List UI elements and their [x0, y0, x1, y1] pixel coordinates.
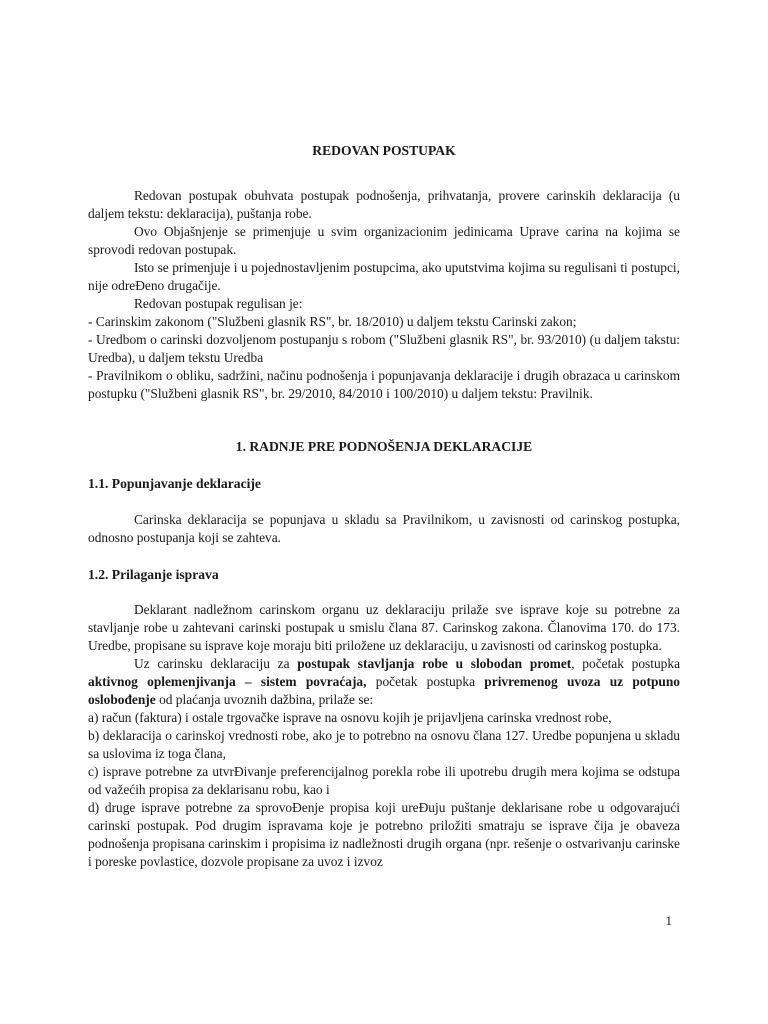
subsection-1-2-paragraph-1: Deklarant nadležnom carinskom organu uz deklaraciju prilaže sve isprave koje su potrebne za stavljanje robe u zahtevani carinski postupak u smislu člana 87. Carinskog zakona. Članovima 170. do 173. Uredbe, propisane su isprave koje moraju biti priložene uz deklaraciju, u zavisnosti od carinskog postupka.	[88, 602, 680, 653]
document-title: REDOVAN POSTUPAK	[312, 143, 456, 158]
intro-section	[88, 187, 680, 403]
subsection-1-2-heading: 1.2. Prilaganje isprava	[88, 567, 219, 582]
list-item-c: c) isprave potrebne za utvrĐivanje preferencijalnog porekla robe ili upotrebu drugih mera kojima se odstupa od važećih propisa za deklarisanu robu, kao i	[88, 764, 680, 797]
subsection-1-2-body	[88, 601, 680, 871]
subsection-1-1-heading: 1.1. Popunjavanje deklaracije	[88, 476, 261, 491]
subsection-1-1-body	[88, 511, 680, 547]
bold-term-free-circulation: postupak stavljanja robe u slobodan promet	[297, 656, 572, 671]
intro-paragraph-3: Isto se primenjuje i u pojednostavljenim postupcima, ako uputstvima kojima su regulisani ti postupci, nije odreĐeno drugačije.	[88, 260, 680, 293]
list-item-b: b) deklaracija o carinskoj vrednosti robe, ako je to potrebno na osnovu člana 127. Uredbe popunjena u skladu sa uslovima iz toga člana,	[88, 728, 680, 761]
regulation-item-3: - Pravilnikom o obliku, sadržini, načinu podnošenja i popunjavanja deklaracije i drugih obrazaca u carinskom postupku ("Službeni glasnik RS", br. 29/2010, 84/2010 i 100/2010) u daljem tekstu: Pravilnik.	[88, 368, 680, 401]
section-1-heading: 1. RADNJE PRE PODNOŠENJA DEKLARACIJE	[235, 439, 533, 454]
bold-term-temporary-import: privremenog uvoza uz potpuno oslobođenje	[88, 674, 681, 707]
list-item-a: a) račun (faktura) i ostale trgovačke isprave na osnovu kojih je prijavljena carinska vrednost robe,	[88, 710, 612, 725]
regulation-item-1: - Carinskim zakonom ("Službeni glasnik RS", br. 18/2010) u daljem tekstu Carinski zakon;	[88, 314, 577, 329]
subsection-1-2-paragraph-2: Uz carinsku deklaraciju za postupak stavljanja robe u slobodan promet, početak postupka aktivnog oplemenjivanja – sistem povraćaja, početak postupka privremenog uvoza uz potpuno oslobođenje od plaćanja uvoznih dažbina, prilaže se:	[88, 656, 681, 707]
intro-paragraph-1: Redovan postupak obuhvata postupak podnošenja, prihvatanja, provere carinskih deklaracija (u daljem tekstu: deklaracija), puštanja robe.	[88, 188, 680, 221]
bold-term-active-processing: aktivnog oplemenjivanja – sistem povraćaja,	[88, 674, 367, 689]
page-number: 1	[665, 913, 672, 928]
subsection-1-1-paragraph: Carinska deklaracija se popunjava u skladu sa Pravilnikom, u zavisnosti od carinskog postupka, odnosno postupanja koji se zahteva.	[88, 512, 680, 545]
document-page	[88, 0, 680, 1024]
intro-paragraph-2: Ovo Objašnjenje se primenjuje u svim organizacionim jedinicama Uprave carina na kojima se sprovodi redovan postupak.	[88, 224, 680, 257]
regulation-item-2: - Uredbom o carinski dozvoljenom postupanju s robom ("Službeni glasnik RS", br. 93/2010) (u daljem takstu: Uredba), u daljem tekstu Uredba	[88, 332, 680, 365]
intro-paragraph-4: Redovan postupak regulisan je:	[134, 296, 303, 311]
list-item-d: d) druge isprave potrebne za sprovoĐenje propisa koji ureĐuju puštanje deklarisane robe u odgovarajući carinski postupak. Pod drugim ispravama koje je potrebno priložiti smatraju se isprave čija je obaveza podnošenja propisana carinskim i propisima iz nadležnosti drugih organa (npr. rešenje o ostvarivanju carinske i poreske povlastice, dozvole propisane za uvoz i izvoz	[88, 800, 680, 869]
